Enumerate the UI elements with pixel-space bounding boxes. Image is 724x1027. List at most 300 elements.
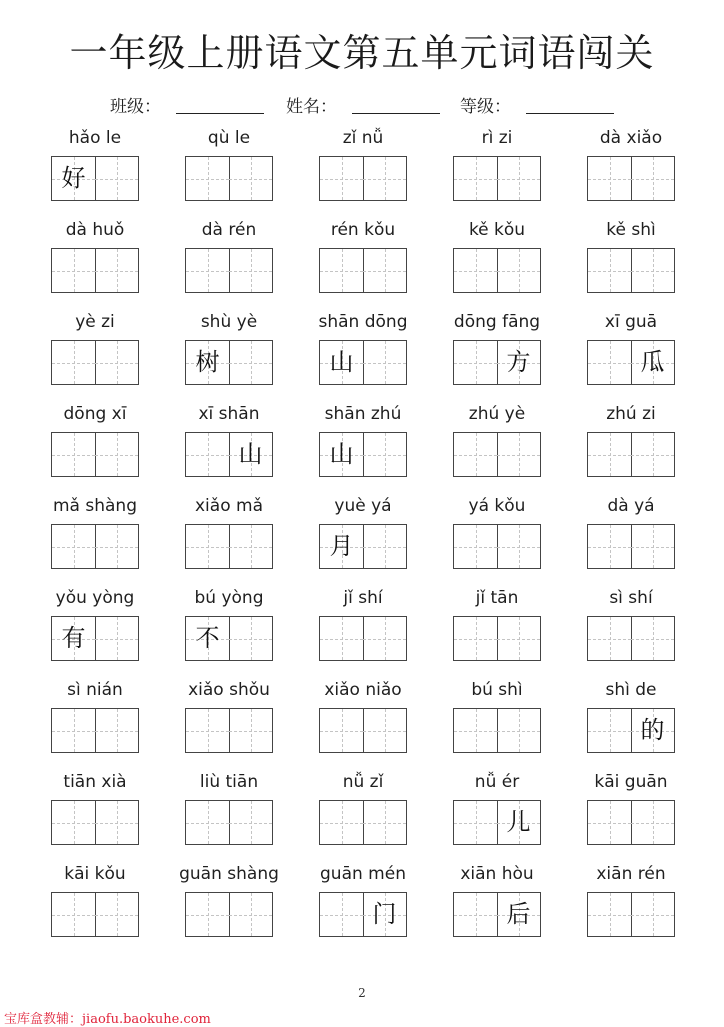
writing-box-left[interactable] (51, 156, 96, 201)
writing-box-right[interactable] (497, 892, 541, 937)
writing-box-right[interactable] (363, 892, 407, 937)
hint-character (631, 249, 674, 292)
grade-label: 等级： (460, 97, 511, 117)
writing-box-right[interactable] (229, 616, 273, 661)
hint-character (52, 249, 95, 292)
hint-character: 山 (329, 348, 354, 376)
word-cell (28, 768, 162, 860)
writing-box-left[interactable] (319, 708, 364, 753)
word-cell (162, 124, 296, 216)
writing-box-right[interactable] (631, 248, 675, 293)
writing-box-right[interactable] (229, 708, 273, 753)
hint-character (186, 249, 229, 292)
tian-grid-pair (185, 248, 273, 292)
word-cell (430, 676, 564, 768)
pinyin-label: jǐ shí (343, 588, 383, 608)
writing-box-left[interactable] (453, 432, 498, 477)
word-cell (162, 308, 296, 400)
tian-grid-pair (453, 156, 541, 200)
hint-character (52, 709, 95, 752)
tian-grid-pair (185, 708, 273, 752)
word-cell (296, 308, 430, 400)
hint-character (320, 249, 363, 292)
writing-box-left[interactable] (587, 156, 632, 201)
writing-box-right[interactable] (497, 524, 541, 569)
word-cell (28, 676, 162, 768)
tian-grid-pair (453, 892, 541, 936)
tian-grid-pair (319, 248, 407, 292)
writing-box-left[interactable] (587, 248, 632, 293)
word-cell (430, 124, 564, 216)
hint-character (95, 341, 138, 384)
hint-character (52, 525, 95, 568)
hint-character: 有 (61, 624, 86, 652)
pinyin-label: kě kǒu (468, 220, 526, 240)
word-cell (430, 216, 564, 308)
word-cell (564, 400, 698, 492)
pinyin-label: dōng xī (63, 404, 127, 424)
writing-box-right[interactable] (631, 340, 675, 385)
word-cell (162, 216, 296, 308)
writing-box-left[interactable] (185, 616, 230, 661)
writing-box-left[interactable] (51, 708, 96, 753)
writing-box-left[interactable] (185, 524, 230, 569)
tian-grid-pair (319, 708, 407, 752)
tian-grid-pair (51, 156, 139, 200)
writing-box-right[interactable] (497, 340, 541, 385)
hint-character (497, 525, 540, 568)
writing-box-left[interactable] (587, 616, 632, 661)
word-cell (296, 216, 430, 308)
hint-character (95, 433, 138, 476)
word-cell (564, 584, 698, 676)
pinyin-label: kāi guān (594, 772, 668, 792)
word-cell (564, 860, 698, 952)
writing-box-left[interactable] (51, 248, 96, 293)
writing-box-left[interactable] (51, 800, 96, 845)
writing-box-left[interactable] (51, 432, 96, 477)
hint-character (229, 341, 272, 384)
pinyin-label: sì shí (609, 588, 653, 608)
hint-character (454, 617, 497, 660)
writing-box-left[interactable] (453, 616, 498, 661)
hint-character (588, 249, 631, 292)
writing-box-right[interactable] (95, 892, 139, 937)
hint-character (631, 893, 674, 936)
pinyin-label: shān dōng (318, 312, 408, 332)
writing-box-right[interactable] (95, 524, 139, 569)
writing-box-left[interactable] (185, 340, 230, 385)
class-blank-line[interactable] (176, 113, 264, 114)
word-cell (28, 124, 162, 216)
tian-grid-pair (453, 800, 541, 844)
pinyin-label: xī guā (604, 312, 658, 332)
tian-grid-pair (587, 432, 675, 476)
tian-grid-pair (587, 524, 675, 568)
tian-grid-pair (587, 708, 675, 752)
writing-box-right[interactable] (363, 248, 407, 293)
writing-box-right[interactable] (631, 708, 675, 753)
tian-grid-pair (319, 524, 407, 568)
word-cell (162, 860, 296, 952)
word-cell (296, 768, 430, 860)
word-cell (564, 124, 698, 216)
writing-box-left[interactable] (587, 892, 632, 937)
pinyin-label: qù le (207, 128, 251, 148)
tian-grid-pair (319, 432, 407, 476)
word-cell (430, 492, 564, 584)
student-info-row (0, 90, 724, 120)
hint-character (95, 709, 138, 752)
pinyin-label: yá kǒu (468, 496, 526, 516)
hint-character (631, 157, 674, 200)
writing-box-right[interactable] (363, 432, 407, 477)
pinyin-label: zhú zi (606, 404, 656, 424)
tian-grid-pair (453, 432, 541, 476)
pinyin-label: guān shàng (179, 864, 279, 884)
hint-character (95, 525, 138, 568)
writing-box-right[interactable] (631, 156, 675, 201)
tian-grid-pair (453, 616, 541, 660)
hint-character (497, 157, 540, 200)
writing-box-left[interactable] (319, 156, 364, 201)
pinyin-label: nǚ zǐ (342, 772, 384, 792)
hint-character (186, 525, 229, 568)
word-cell (296, 860, 430, 952)
tian-grid-pair (185, 524, 273, 568)
writing-box-left[interactable] (319, 248, 364, 293)
writing-box-left[interactable] (51, 524, 96, 569)
writing-box-right[interactable] (497, 432, 541, 477)
grade-field[interactable] (460, 90, 620, 120)
writing-box-right[interactable] (229, 800, 273, 845)
writing-box-right[interactable] (631, 524, 675, 569)
writing-box-right[interactable] (497, 616, 541, 661)
hint-character (588, 801, 631, 844)
hint-character: 好 (61, 164, 86, 192)
hint-character (454, 801, 497, 844)
hint-character (95, 801, 138, 844)
tian-grid-pair (319, 156, 407, 200)
pinyin-label: xiān hòu (460, 864, 534, 884)
tian-grid-pair (185, 432, 273, 476)
word-cell (162, 584, 296, 676)
writing-box-right[interactable] (363, 708, 407, 753)
hint-character (363, 617, 406, 660)
hint-character (320, 709, 363, 752)
page-title: 一年级上册语文第五单元词语闯关 (69, 31, 655, 75)
pinyin-label: yuè yá (334, 496, 392, 516)
hint-character (186, 157, 229, 200)
word-cell (162, 400, 296, 492)
pinyin-label: kāi kǒu (64, 864, 126, 884)
writing-box-left[interactable] (587, 524, 632, 569)
hint-character (588, 157, 631, 200)
writing-box-left[interactable] (453, 524, 498, 569)
pinyin-label: xiǎo niǎo (324, 680, 402, 700)
word-cell (564, 216, 698, 308)
class-field[interactable] (110, 90, 270, 120)
pinyin-label: xiān rén (596, 864, 666, 884)
writing-box-right[interactable] (497, 248, 541, 293)
hint-character (588, 709, 631, 752)
writing-box-right[interactable] (95, 432, 139, 477)
hint-character (497, 433, 540, 476)
hint-character (454, 709, 497, 752)
hint-character (186, 801, 229, 844)
word-cell (28, 492, 162, 584)
tian-grid-pair (51, 432, 139, 476)
pinyin-label: shì de (605, 680, 657, 700)
pinyin-label: xiǎo shǒu (188, 680, 270, 700)
grade-blank-line[interactable] (526, 113, 614, 114)
hint-character (52, 893, 95, 936)
tian-grid-pair (587, 340, 675, 384)
word-cell (430, 308, 564, 400)
writing-box-right[interactable] (631, 616, 675, 661)
writing-box-right[interactable] (363, 800, 407, 845)
hint-character (52, 801, 95, 844)
tian-grid-pair (51, 892, 139, 936)
word-cell (564, 676, 698, 768)
writing-box-left[interactable] (319, 616, 364, 661)
tian-grid-pair (51, 616, 139, 660)
name-blank-line[interactable] (352, 113, 440, 114)
word-cell (28, 860, 162, 952)
pinyin-label: yè zi (75, 312, 115, 332)
hint-character (631, 525, 674, 568)
hint-character (186, 433, 229, 476)
tian-grid-pair (587, 616, 675, 660)
tian-grid-pair (185, 340, 273, 384)
writing-box-left[interactable] (185, 248, 230, 293)
hint-character (454, 157, 497, 200)
tian-grid-pair (185, 616, 273, 660)
hint-character (229, 157, 272, 200)
tian-grid-pair (319, 892, 407, 936)
hint-character (320, 893, 363, 936)
hint-character (588, 893, 631, 936)
writing-box-right[interactable] (95, 340, 139, 385)
pinyin-label: jǐ tān (475, 588, 519, 608)
hint-character (497, 249, 540, 292)
writing-box-right[interactable] (363, 524, 407, 569)
writing-box-left[interactable] (185, 432, 230, 477)
hint-character (497, 709, 540, 752)
writing-box-right[interactable] (95, 616, 139, 661)
writing-box-left[interactable] (587, 800, 632, 845)
pinyin-label: xī shān (198, 404, 260, 424)
word-cell (296, 584, 430, 676)
writing-box-right[interactable] (95, 248, 139, 293)
writing-box-right[interactable] (497, 800, 541, 845)
word-cell (28, 400, 162, 492)
hint-character: 山 (329, 440, 354, 468)
hint-character: 方 (506, 348, 531, 376)
tian-grid-pair (453, 708, 541, 752)
pinyin-label: sì nián (67, 680, 123, 700)
pinyin-label: bú shì (471, 680, 523, 700)
word-cell (28, 216, 162, 308)
tian-grid-pair (185, 156, 273, 200)
hint-character (95, 617, 138, 660)
pinyin-label: guān mén (320, 864, 406, 884)
writing-box-left[interactable] (587, 708, 632, 753)
writing-box-left[interactable] (185, 156, 230, 201)
tian-grid-pair (51, 800, 139, 844)
tian-grid-pair (587, 248, 675, 292)
tian-grid-pair (51, 248, 139, 292)
hint-character (363, 249, 406, 292)
tian-grid-pair (319, 340, 407, 384)
word-cell (564, 308, 698, 400)
writing-box-left[interactable] (185, 892, 230, 937)
writing-box-right[interactable] (95, 156, 139, 201)
word-cell (296, 676, 430, 768)
writing-box-left[interactable] (453, 340, 498, 385)
tian-grid-pair (319, 616, 407, 660)
writing-box-right[interactable] (229, 432, 273, 477)
pinyin-label: hǎo le (68, 128, 122, 148)
hint-character (186, 709, 229, 752)
word-cell (162, 768, 296, 860)
tian-grid-pair (51, 708, 139, 752)
writing-box-left[interactable] (51, 340, 96, 385)
tian-grid-pair (587, 156, 675, 200)
hint-character: 山 (238, 440, 263, 468)
hint-character (454, 433, 497, 476)
writing-box-left[interactable] (453, 156, 498, 201)
watermark-text: 宝库盒教辅：jiaofu.baokuhe.com (4, 1012, 211, 1027)
writing-box-right[interactable] (497, 708, 541, 753)
hint-character: 不 (195, 624, 220, 652)
writing-box-left[interactable] (185, 800, 230, 845)
hint-character (631, 617, 674, 660)
writing-box-right[interactable] (631, 800, 675, 845)
writing-box-left[interactable] (587, 432, 632, 477)
hint-character (320, 157, 363, 200)
hint-character (320, 617, 363, 660)
writing-box-left[interactable] (185, 708, 230, 753)
word-cell (430, 584, 564, 676)
tian-grid-pair (587, 892, 675, 936)
pinyin-label: kě shì (606, 220, 656, 240)
hint-character (454, 525, 497, 568)
writing-box-left[interactable] (51, 616, 96, 661)
writing-box-right[interactable] (229, 524, 273, 569)
writing-box-left[interactable] (319, 800, 364, 845)
writing-box-left[interactable] (319, 892, 364, 937)
writing-box-right[interactable] (229, 340, 273, 385)
writing-box-left[interactable] (453, 248, 498, 293)
hint-character (497, 617, 540, 660)
pinyin-label: shān zhú (324, 404, 402, 424)
hint-character (229, 249, 272, 292)
hint-character (363, 801, 406, 844)
writing-box-right[interactable] (631, 432, 675, 477)
hint-character (363, 525, 406, 568)
hint-character: 月 (329, 532, 354, 560)
pinyin-label: bú yòng (194, 588, 264, 608)
writing-box-left[interactable] (319, 432, 364, 477)
writing-box-right[interactable] (95, 800, 139, 845)
writing-box-left[interactable] (51, 892, 96, 937)
word-cell (28, 584, 162, 676)
tian-grid-pair (453, 524, 541, 568)
writing-box-left[interactable] (319, 524, 364, 569)
word-cell (162, 676, 296, 768)
word-cell (296, 400, 430, 492)
writing-box-left[interactable] (453, 892, 498, 937)
pinyin-label: zǐ nǚ (342, 128, 384, 148)
writing-box-right[interactable] (497, 156, 541, 201)
writing-box-right[interactable] (95, 708, 139, 753)
writing-box-left[interactable] (587, 340, 632, 385)
word-cell (28, 308, 162, 400)
writing-box-left[interactable] (453, 800, 498, 845)
hint-character (631, 433, 674, 476)
hint-character (454, 249, 497, 292)
pinyin-label: liù tiān (199, 772, 259, 792)
pinyin-label: dà huǒ (65, 220, 125, 240)
writing-box-left[interactable] (453, 708, 498, 753)
name-label: 姓名： (286, 97, 337, 117)
tian-grid-pair (51, 340, 139, 384)
page-number: 2 (358, 986, 366, 1000)
writing-box-right[interactable] (363, 340, 407, 385)
hint-character (363, 157, 406, 200)
hint-character (588, 433, 631, 476)
hint-character: 后 (506, 900, 531, 928)
hint-character (588, 525, 631, 568)
word-cell (430, 860, 564, 952)
pinyin-label: dà rén (201, 220, 257, 240)
writing-box-right[interactable] (363, 156, 407, 201)
hint-character (363, 433, 406, 476)
hint-character (52, 341, 95, 384)
word-cell (564, 492, 698, 584)
writing-box-right[interactable] (229, 248, 273, 293)
pinyin-label: yǒu yòng (55, 588, 135, 608)
pinyin-label: dōng fāng (453, 312, 541, 332)
hint-character (95, 893, 138, 936)
writing-box-right[interactable] (229, 156, 273, 201)
pinyin-label: shù yè (200, 312, 258, 332)
pinyin-label: xiǎo mǎ (195, 496, 263, 516)
name-field[interactable] (286, 90, 446, 120)
hint-character: 儿 (506, 808, 531, 836)
writing-box-right[interactable] (363, 616, 407, 661)
tian-grid-pair (453, 248, 541, 292)
pinyin-label: zhú yè (468, 404, 526, 424)
pinyin-label: dà xiǎo (599, 128, 663, 148)
hint-character (52, 433, 95, 476)
hint-character: 的 (640, 716, 665, 744)
hint-character (186, 893, 229, 936)
hint-character (95, 249, 138, 292)
writing-box-left[interactable] (319, 340, 364, 385)
pinyin-label: mǎ shàng (53, 496, 137, 516)
hint-character (363, 709, 406, 752)
pinyin-label: dà yá (607, 496, 655, 516)
pinyin-label: rén kǒu (330, 220, 396, 240)
hint-character: 树 (195, 348, 220, 376)
class-label: 班级： (110, 97, 161, 117)
tian-grid-pair (185, 800, 273, 844)
writing-box-right[interactable] (631, 892, 675, 937)
writing-box-right[interactable] (229, 892, 273, 937)
tian-grid-pair (319, 800, 407, 844)
